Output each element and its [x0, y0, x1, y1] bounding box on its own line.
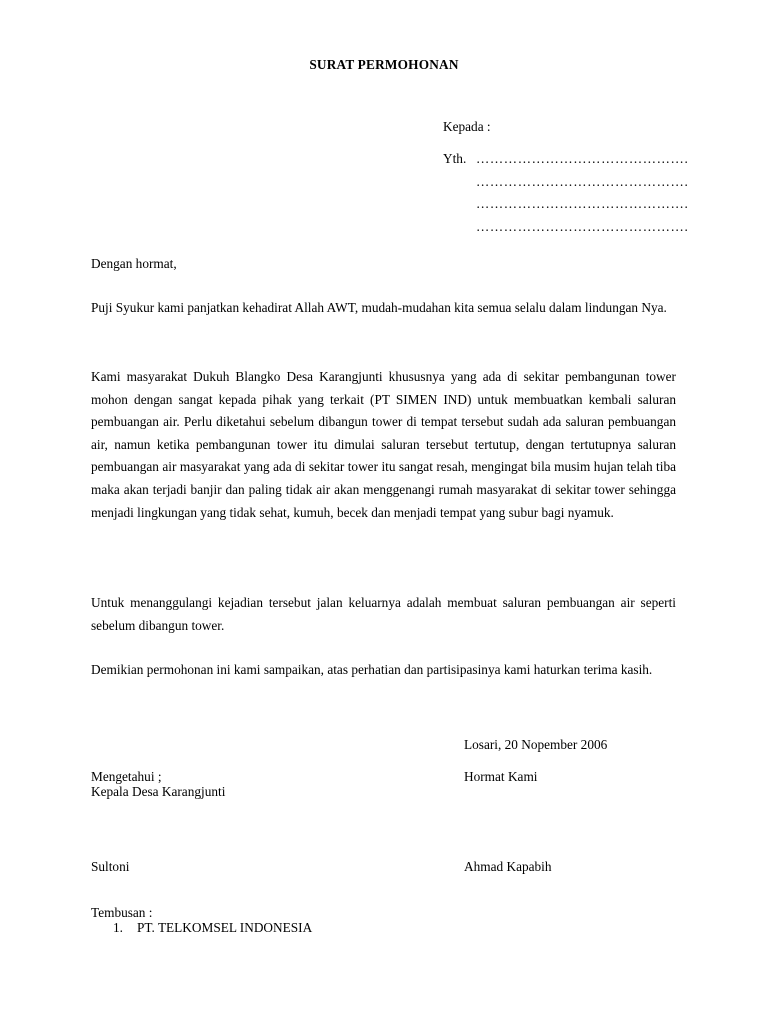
cc-item-text: PT. TELKOMSEL INDONESIA [137, 920, 313, 935]
body-paragraph: Kami masyarakat Dukuh Blangko Desa Karangjunti khususnya yang ada di sekitar pembangunan tower mohon dengan sangat kepada pihak yang terkait (PT SIMEN IND) untuk membuatkan kembali saluran pembuangan air. Perlu diketahui sebelum dibangun tower di tempat tersebut sudah ada saluran pembuangan air, namun ketika pembangunan tower itu dimulai saluran tersebut tertutup, dengan tertutupnya saluran pembuangan air masyarakat yang ada di sekitar tower itu sangat resah, mengingat bila musim hujan telah tiba maka akan terjadi banjir dan paling tidak air akan menggenangi rumah masyarakat di sekitar tower sehingga menjadi lingkungan yang tidak sehat, kumuh, becek dan menjadi tempat yang subur bagi nyamuk. [91, 369, 676, 520]
recipient-dots-line: ………………………………………. [476, 219, 689, 234]
recipient-dots-line: ………………………………………. [476, 196, 689, 211]
body-paragraph: Untuk menanggulangi kejadian tersebut jalan keluarnya adalah membuat saluran pembuangan air seperti sebelum dibangun tower. [91, 595, 676, 633]
recipient-kepada-label: Kepada : [443, 119, 491, 134]
right-sign-title: Hormat Kami [464, 769, 538, 784]
right-sign-name: Ahmad Kapabih [464, 859, 552, 874]
recipient-dots-line: ………………………………………. [476, 151, 689, 166]
body-paragraph: Puji Syukur kami panjatkan kehadirat Allah AWT, mudah-mudahan kita semua selalu dalam lindungan Nya. [91, 300, 667, 315]
cc-label: Tembusan : [91, 905, 153, 920]
recipient-yth-label: Yth. [443, 151, 467, 166]
salutation: Dengan hormat, [91, 256, 177, 271]
left-sign-name: Sultoni [91, 859, 130, 874]
recipient-dots-line: ………………………………………. [476, 174, 689, 189]
place-date: Losari, 20 Nopember 2006 [464, 737, 608, 752]
letter-title: SURAT PERMOHONAN [309, 57, 459, 72]
cc-item-number: 1. [113, 920, 123, 935]
body-paragraph: Demikian permohonan ini kami sampaikan, atas perhatian dan partisipasinya kami haturkan terima kasih. [91, 662, 653, 677]
left-sign-title: Mengetahui ; [91, 769, 162, 784]
left-sign-position: Kepala Desa Karangjunti [91, 784, 226, 799]
